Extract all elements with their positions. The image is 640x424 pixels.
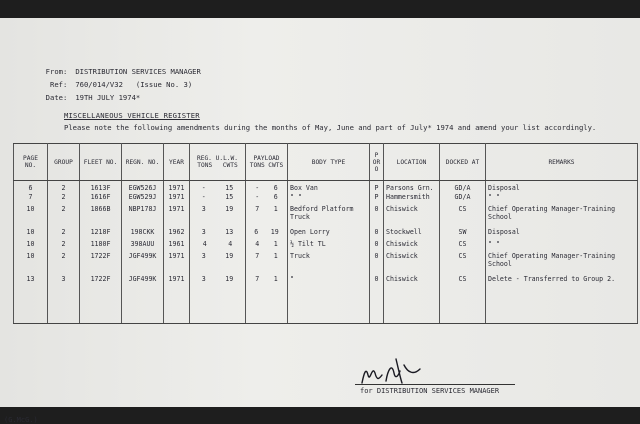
- cell-docked: CS: [440, 252, 486, 275]
- cell-year: 1971: [164, 193, 190, 205]
- cell-location: Parsons Grn.: [384, 181, 440, 193]
- col-docked: DOCKED AT: [440, 144, 486, 181]
- cell-pay-tons: 4: [255, 239, 260, 248]
- cell-ulw-tons: -: [201, 192, 206, 201]
- cell-ulw: [190, 240, 246, 252]
- table-row: [14, 275, 638, 324]
- cell-ulw-tons: 3: [201, 227, 206, 236]
- cell-year: 1971: [164, 275, 190, 324]
- cell-ulw-cwts: 13: [225, 227, 234, 236]
- cell-year: 1971: [164, 205, 190, 228]
- amendment-note: Please note the following amendments during the months of May, June and part of July* 1974 and amend your list accordingly.: [64, 123, 597, 132]
- col-page: PAGE NO.: [14, 144, 48, 181]
- cell-ulw-tons: 3: [201, 251, 206, 260]
- cell-ulw-cwts: 19: [225, 274, 234, 283]
- cell-regn: EGW529J: [122, 193, 164, 205]
- cell-group: 3: [48, 275, 80, 324]
- cell-payload: [246, 275, 288, 324]
- vehicle-register-table: [13, 143, 638, 324]
- cell-location: Chiswick: [384, 240, 440, 252]
- cell-ulw-cwts: 19: [225, 204, 234, 213]
- cell-page: 6: [14, 181, 48, 193]
- cell-body: ½ Tilt TL: [288, 240, 370, 252]
- cell-year: 1962: [164, 228, 190, 240]
- cell-ulw-cwts: 15: [225, 192, 234, 201]
- signatory-line: for DISTRIBUTION SERVICES MANAGER: [360, 387, 500, 395]
- cell-page: 7: [14, 193, 48, 205]
- cell-ulw-tons: -: [201, 184, 206, 192]
- cell-docked: CS: [440, 240, 486, 252]
- from-label: From:: [45, 67, 68, 76]
- cell-regn: 198CKK: [122, 228, 164, 240]
- cell-group: 2: [48, 193, 80, 205]
- date-label: Date:: [45, 93, 68, 102]
- cell-fleet: 1866B: [80, 205, 122, 228]
- cell-pay-tons: -: [255, 184, 260, 192]
- cell-year: 1961: [164, 240, 190, 252]
- cell-por: P: [370, 181, 384, 193]
- table-row: [14, 228, 638, 240]
- cell-year: 1971: [164, 252, 190, 275]
- cell-docked: CS: [440, 275, 486, 324]
- pay-cwts-label: CWTS: [268, 162, 284, 169]
- table-row: [14, 181, 638, 193]
- cell-group: 2: [48, 181, 80, 193]
- cell-regn: JGF499K: [122, 275, 164, 324]
- cell-group: 2: [48, 252, 80, 275]
- cell-pay-cwts: 1: [273, 274, 278, 283]
- col-body: BODY TYPE: [288, 144, 370, 181]
- cell-pay-cwts: 19: [270, 227, 279, 236]
- cell-page: 10: [14, 228, 48, 240]
- cell-page: 10: [14, 252, 48, 275]
- cell-pay-cwts: 1: [273, 239, 278, 248]
- cell-page: 13: [14, 275, 48, 324]
- reg-ulw-label: REG. U.L.W.: [197, 155, 238, 162]
- cell-ulw: [190, 205, 246, 228]
- cell-payload: [246, 228, 288, 240]
- cell-por: 0: [370, 240, 384, 252]
- document-page: [0, 18, 640, 424]
- cell-regn: JGF499K: [122, 252, 164, 275]
- cell-payload: [246, 252, 288, 275]
- ref-value: 760/014/V32 (Issue No. 3): [75, 80, 193, 89]
- col-location: LOCATION: [384, 144, 440, 181]
- cell-fleet: 1722F: [80, 275, 122, 324]
- table-row: [14, 252, 638, 275]
- cell-group: 2: [48, 240, 80, 252]
- cell-regn: EGW526J: [122, 181, 164, 193]
- cell-por: 0: [370, 275, 384, 324]
- cell-body: " ": [288, 193, 370, 205]
- col-fleet: FLEET NO.: [80, 144, 122, 181]
- cell-remarks: " ": [486, 240, 638, 252]
- table-row: [14, 240, 638, 252]
- cell-ulw: [190, 181, 246, 193]
- cell-body: Bedford Platform Truck: [288, 205, 370, 228]
- date-line: [20, 84, 140, 111]
- signature: [356, 353, 426, 387]
- col-year: YEAR: [164, 144, 190, 181]
- cell-remarks: Disposal: [486, 181, 638, 193]
- col-por: P OR O: [370, 144, 384, 181]
- cell-docked: SW: [440, 228, 486, 240]
- cell-year: 1971: [164, 181, 190, 193]
- typist-initials: (G.McG.): [4, 416, 38, 424]
- cell-location: Chiswick: [384, 252, 440, 275]
- cell-regn: NBP178J: [122, 205, 164, 228]
- cell-body: Box Van: [288, 181, 370, 193]
- payload-label: PAYLOAD: [253, 155, 280, 162]
- cell-ulw-tons: 3: [201, 204, 206, 213]
- table-header: [14, 144, 638, 181]
- cell-ulw: [190, 275, 246, 324]
- cell-pay-cwts: 6: [273, 184, 278, 192]
- cell-remarks: Chief Operating Manager-Training School: [486, 252, 638, 275]
- cell-payload: [246, 181, 288, 193]
- cell-payload: [246, 240, 288, 252]
- cell-ulw: [190, 193, 246, 205]
- cell-docked: GD/A: [440, 181, 486, 193]
- cell-location: Chiswick: [384, 275, 440, 324]
- cell-remarks: Disposal: [486, 228, 638, 240]
- cell-location: Chiswick: [384, 205, 440, 228]
- table-row: [14, 205, 638, 228]
- cell-pay-cwts: 6: [273, 192, 278, 201]
- from-value: DISTRIBUTION SERVICES MANAGER: [75, 67, 201, 76]
- cell-por: 0: [370, 252, 384, 275]
- col-regn: REGN. NO.: [122, 144, 164, 181]
- cell-fleet: 1218F: [80, 228, 122, 240]
- cell-group: 2: [48, 228, 80, 240]
- cell-pay-tons: -: [255, 192, 260, 201]
- cell-por: 0: [370, 228, 384, 240]
- cell-pay-tons: 6: [254, 227, 259, 236]
- cell-pay-tons: 7: [255, 204, 260, 213]
- ref-label: Ref:: [50, 80, 68, 89]
- cell-remarks: " ": [486, 193, 638, 205]
- cell-fleet: 1180F: [80, 240, 122, 252]
- cell-pay-cwts: 1: [273, 204, 278, 213]
- cell-ulw-tons: 4: [202, 239, 207, 248]
- register-title: MISCELLANEOUS VEHICLE REGISTER: [64, 111, 200, 120]
- cell-fleet: 1613F: [80, 181, 122, 193]
- ulw-cwts-label: CWTS: [222, 162, 238, 169]
- date-value: 19TH JULY 1974*: [75, 93, 141, 102]
- cell-pay-tons: 7: [255, 274, 260, 283]
- col-remarks: REMARKS: [486, 144, 638, 181]
- col-group: GROUP: [48, 144, 80, 181]
- cell-ulw-cwts: 15: [225, 184, 234, 192]
- cell-fleet: 1722F: [80, 252, 122, 275]
- cell-pay-tons: 7: [255, 251, 260, 260]
- cell-body: Truck: [288, 252, 370, 275]
- cell-regn: 398AUU: [122, 240, 164, 252]
- cell-remarks: Delete - Transferred to Group 2.: [486, 275, 638, 324]
- cell-page: 10: [14, 240, 48, 252]
- cell-group: 2: [48, 205, 80, 228]
- cell-ulw-tons: 3: [201, 274, 206, 283]
- cell-remarks: Chief Operating Manager-Training School: [486, 205, 638, 228]
- cell-payload: [246, 193, 288, 205]
- cell-docked: CS: [440, 205, 486, 228]
- cell-page: 10: [14, 205, 48, 228]
- table-row: [14, 193, 638, 205]
- cell-ulw-cwts: 4: [228, 239, 233, 248]
- col-reg-ulw: [190, 144, 246, 181]
- cell-location: Hammersmith: [384, 193, 440, 205]
- cell-body: ": [288, 275, 370, 324]
- ulw-tons-label: TONS: [197, 162, 213, 169]
- cell-ulw: [190, 228, 246, 240]
- cell-payload: [246, 205, 288, 228]
- cell-fleet: 1616F: [80, 193, 122, 205]
- cell-location: Stockwell: [384, 228, 440, 240]
- cell-por: 0: [370, 205, 384, 228]
- cell-ulw: [190, 252, 246, 275]
- pay-tons-label: TONS: [249, 162, 265, 169]
- cell-ulw-cwts: 19: [225, 251, 234, 260]
- cell-body: Open Lorry: [288, 228, 370, 240]
- col-payload: [246, 144, 288, 181]
- cell-pay-cwts: 1: [273, 251, 278, 260]
- cell-docked: GD/A: [440, 193, 486, 205]
- cell-por: P: [370, 193, 384, 205]
- signature-line: [355, 384, 515, 385]
